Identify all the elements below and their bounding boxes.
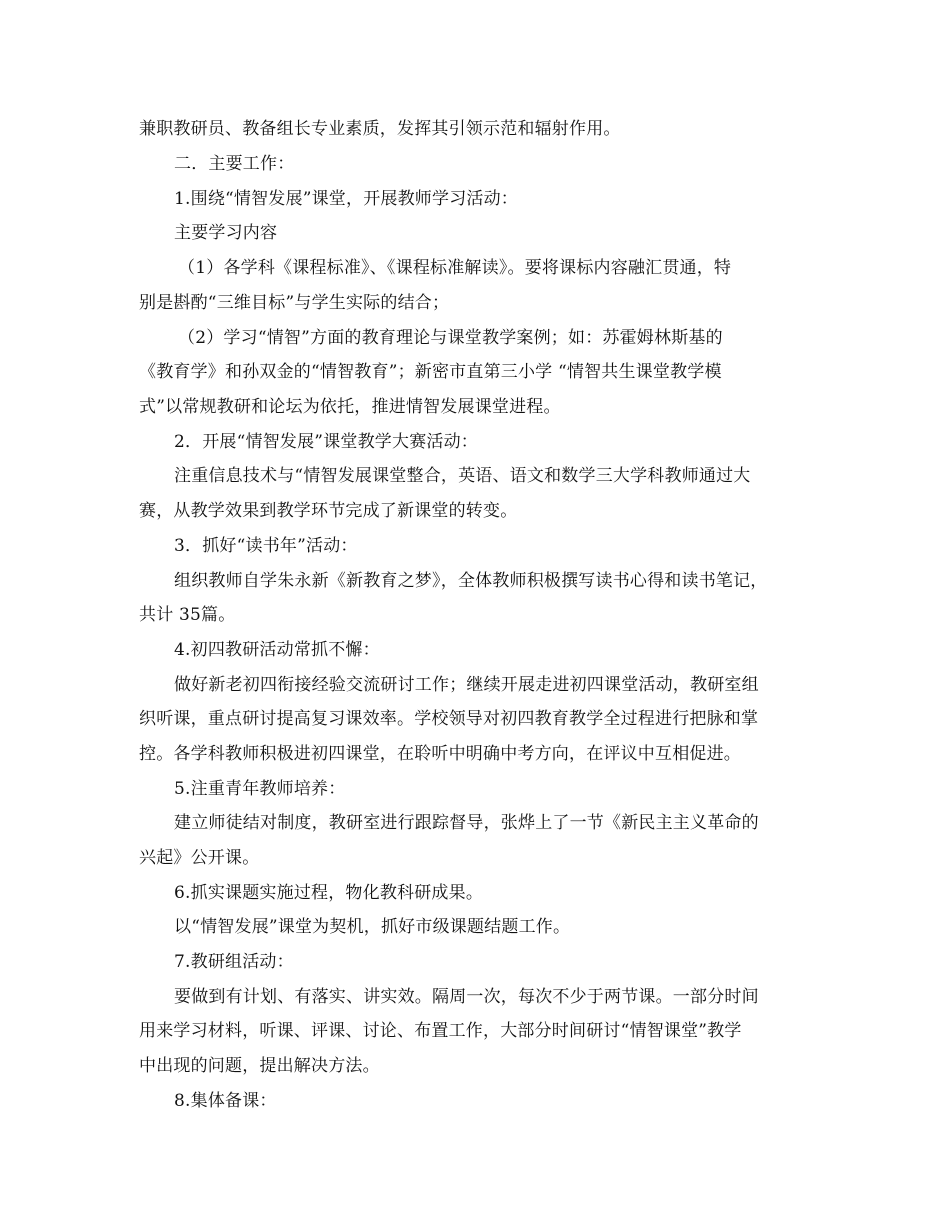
text-line: 兼职教研员、教备组长专业素质，发挥其引领示范和辐射作用。: [139, 119, 621, 139]
text-line: 共计 35篇。: [139, 605, 236, 625]
text-line: 建立师徒结对制度，教研室进行跟踪督导，张烨上了一节《新民主主义革命的: [174, 813, 759, 833]
text-line: 做好新老初四衔接经验交流研讨工作；继续开展走进初四课堂活动，教研室组: [174, 675, 759, 695]
item-heading: 3．抓好“读书年”活动：: [174, 536, 358, 556]
section-heading: 二．主要工作：: [174, 154, 295, 174]
text-line: 控。各学科教师积极进初四课堂，在聆听中明确中考方向，在评议中互相促进。: [139, 744, 741, 764]
item-heading: 1.围绕“情智发展”课堂，开展教师学习活动：: [174, 189, 519, 209]
text-line: 以“情智发展”课堂为契机，抓好市级课题结题工作。: [174, 917, 571, 937]
item-heading: 5.注重青年教师培养：: [174, 779, 346, 799]
item-heading: 7.教研组活动：: [174, 952, 294, 972]
item-heading: 8.集体备课：: [174, 1091, 277, 1111]
text-line: 赛，从教学效果到教学环节完成了新课堂的转变。: [139, 501, 518, 521]
text-line: （2）学习“情智”方面的教育理论与课堂教学案例；如：苏霍姆林斯基的: [178, 328, 723, 348]
text-line: 织听课，重点研讨提高复习课效率。学校领导对初四教育教学全过程进行把脉和掌: [139, 709, 759, 729]
item-heading: 4.初四教研活动常抓不懈：: [174, 640, 380, 660]
text-line: 兴起》公开课。: [139, 848, 260, 868]
text-line: 《教育学》和孙双金的“情智教育”；新密市直第三小学 “情智共生课堂教学模: [139, 362, 722, 382]
text-line: 要做到有计划、有落实、讲实效。隔周一次，每次不少于两节课。一部分时间: [174, 987, 759, 1007]
text-line: 中出现的问题，提出解决方法。: [139, 1056, 380, 1076]
item-heading: 6.抓实课题实施过程，物化教科研成果。: [174, 883, 484, 903]
text-line: 主要学习内容: [174, 223, 278, 243]
item-heading: 2．开展“情智发展”课堂教学大赛活动：: [174, 432, 478, 452]
text-line: 式”以常规教研和论坛为依托，推进情智发展课堂进程。: [139, 397, 561, 417]
text-line: 组织教师自学朱永新《新教育之梦》，全体教师积极撰写读书心得和读书笔记，: [174, 571, 768, 591]
text-line: 注重信息技术与“情智发展课堂整合，英语、语文和数学三大学科教师通过大: [174, 466, 751, 486]
text-line: 用来学习材料，听课、评课、讨论、布置工作，大部分时间研讨“情智课堂”教学: [139, 1021, 742, 1041]
text-line: （1）各学科《课程标准》、《课程标准解读》。要将课标内容融汇贯通，特: [178, 258, 732, 278]
text-line: 别是斟酌“三维目标”与学生实际的结合；: [139, 293, 450, 313]
